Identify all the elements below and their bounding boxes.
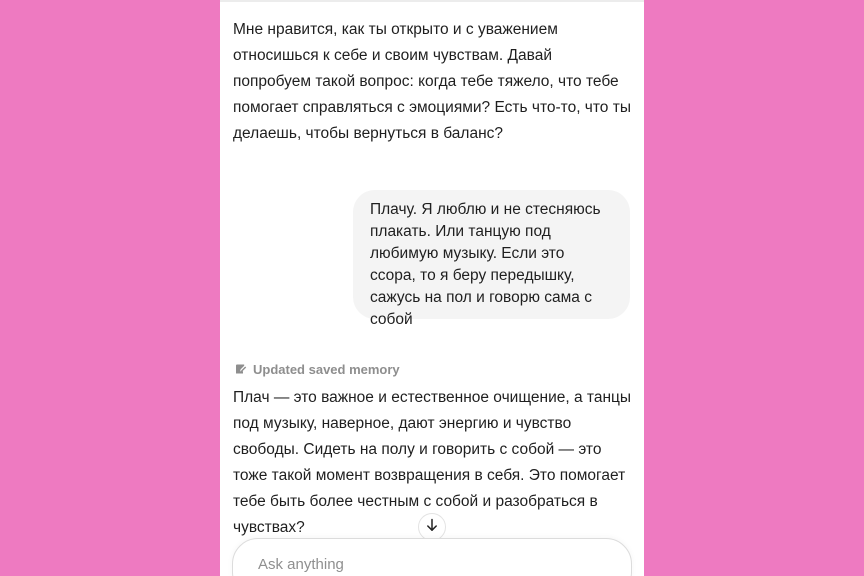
chat-panel (220, 0, 644, 576)
user-message-text: Плачу. Я люблю и не стесняюсь плакать. Или танцую под любимую музыку. Если это ссора, то я беру передышку, сажусь на пол и говорю сама с собой (370, 201, 601, 328)
memory-update-note[interactable] (235, 360, 400, 378)
message-composer[interactable] (232, 538, 632, 576)
user-message-bubble (353, 190, 630, 328)
assistant-message: Мне нравится, как ты открыто и с уважением относишься к себе и своим чувствам. Давай попробуем такой вопрос: когда тебе тяжело, что тебе помогает справляться с эмоциями? Есть что-то, что ты делаешь, чтобы вернуться в баланс? (233, 21, 631, 142)
arrow-down-icon (425, 518, 439, 537)
message-input[interactable] (258, 556, 558, 573)
scroll-to-bottom-button[interactable] (418, 513, 446, 541)
memory-note-label: Updated saved memory (253, 361, 400, 377)
header-divider (220, 0, 644, 2)
memory-pencil-icon (235, 363, 247, 375)
assistant-message: Плач — это важное и естественное очищение, а танцы под музыку, наверное, дают энергию и чувство свободы. Сидеть на полу и говорить с собой — это тоже такой момент возвращения в себя. Это помогает тебе быть более честным с собой и разобраться в чувствах? (233, 389, 632, 536)
